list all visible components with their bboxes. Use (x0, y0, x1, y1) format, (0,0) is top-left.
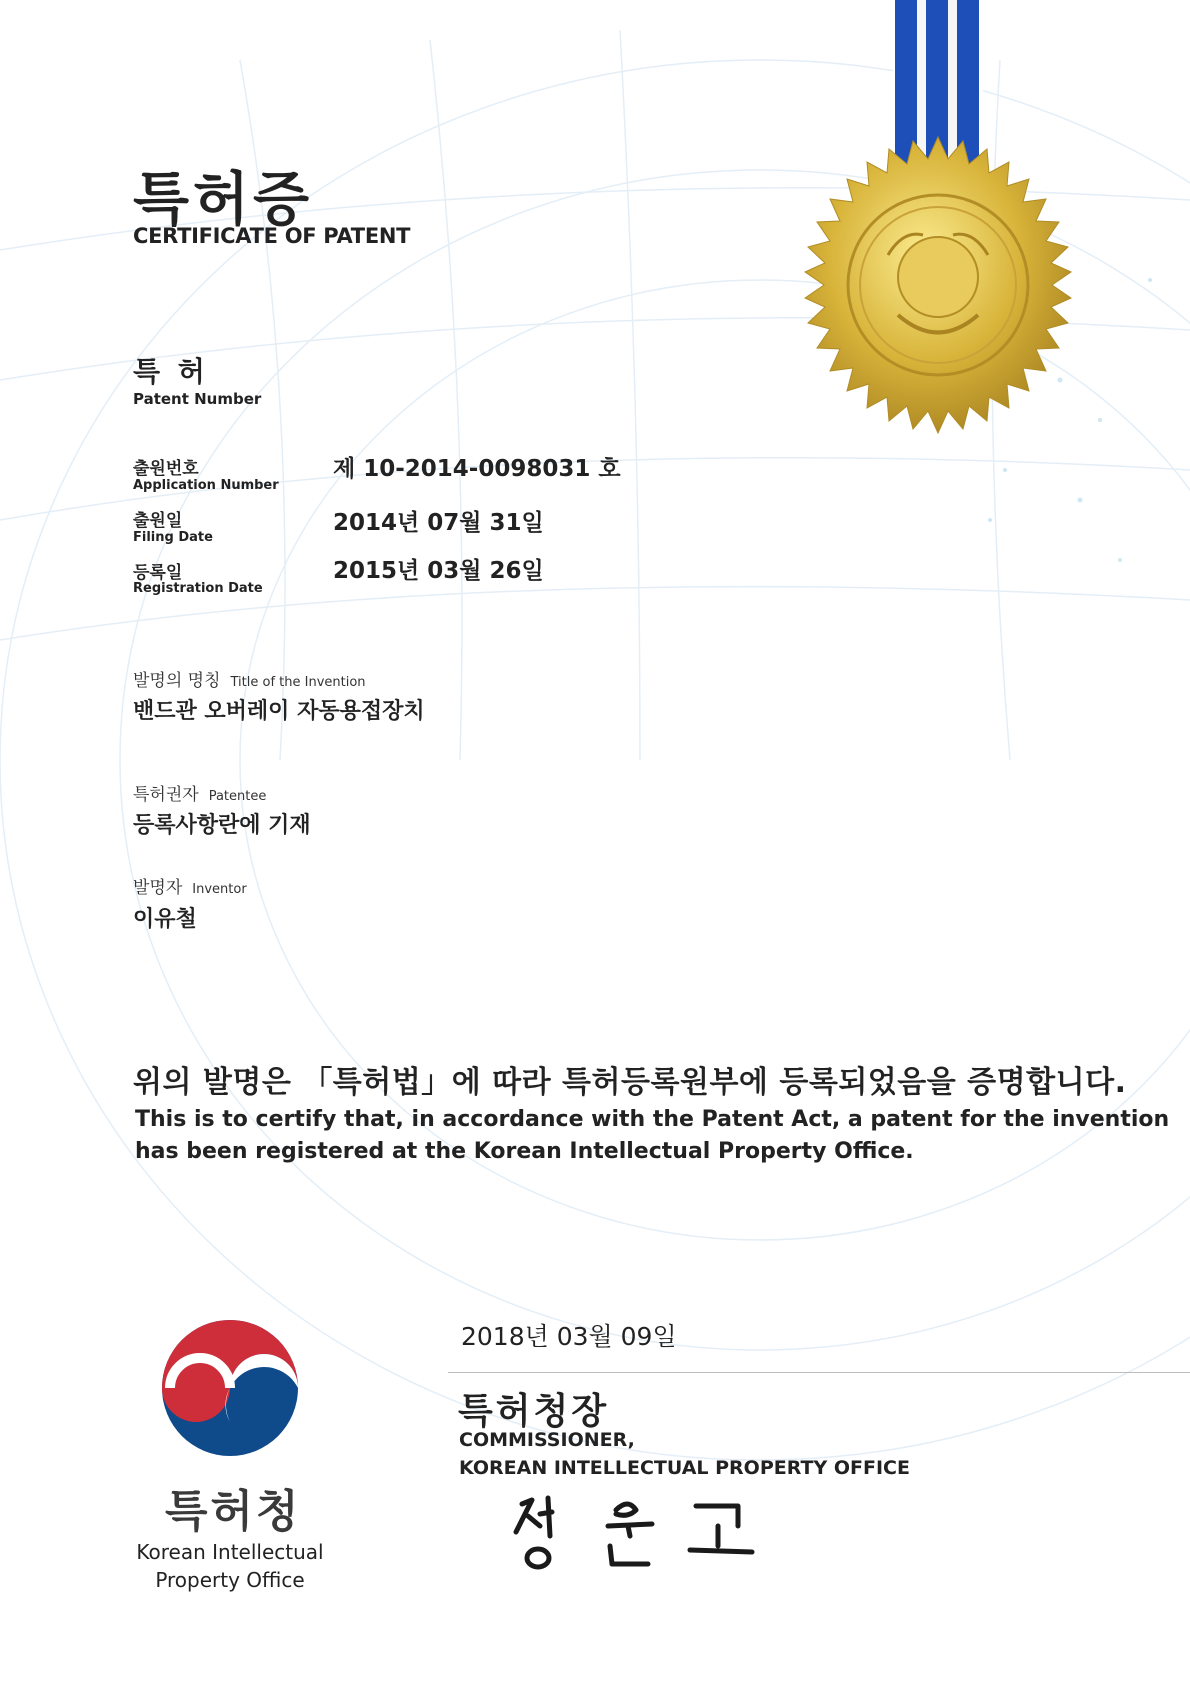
kipo-logo-icon (160, 1318, 300, 1458)
office-name-english-line2: Property Office (155, 1568, 305, 1592)
patentee-label-korean: 특허권자 (133, 785, 199, 805)
issue-date: 2018년 03월 09일 (461, 1322, 677, 1351)
inventor-label-english: Inventor (192, 882, 247, 897)
commissioner-title-english-line1: COMMISSIONER, (459, 1429, 635, 1451)
patent-number-label-korean: 특 허 (133, 355, 209, 388)
inventor-value: 이유철 (133, 907, 197, 932)
filing-date-label-korean: 출원일 (133, 511, 183, 531)
certification-statement-english-line2: has been registered at the Korean Intellectual Property Office. (135, 1139, 914, 1164)
certificate-title-english: CERTIFICATE OF PATENT (133, 224, 411, 248)
certification-statement-korean: 위의 발명은 「특허법」에 따라 특허등록원부에 등록되었음을 증명합니다. (133, 1065, 1127, 1100)
certification-statement-english-line1: This is to certify that, in accordance with the Patent Act, a patent for the invention (135, 1107, 1170, 1132)
invention-title-value: 밴드관 오버레이 자동용접장치 (133, 699, 425, 724)
commissioner-title-korean: 특허청장 (458, 1391, 610, 1432)
patentee-value: 등록사항란에 기재 (133, 813, 311, 838)
registration-date-label-korean: 등록일 (133, 563, 183, 583)
patent-number-label-english: Patent Number (133, 390, 262, 408)
commissioner-signature (500, 1490, 790, 1580)
application-number-label-english: Application Number (133, 478, 279, 493)
invention-title-label (133, 666, 366, 691)
registration-date-label-english: Registration Date (133, 581, 263, 596)
application-number-label-korean: 출원번호 (133, 459, 199, 479)
office-name-korean: 특허청 (165, 1486, 302, 1537)
commissioner-title-english-line2: KOREAN INTELLECTUAL PROPERTY OFFICE (459, 1457, 910, 1479)
divider-line (448, 1372, 1190, 1373)
filing-date-label-english: Filing Date (133, 530, 213, 545)
application-number-value: 제 10-2014-0098031 호 (333, 456, 621, 482)
inventor-label (133, 873, 247, 898)
invention-title-label-english: Title of the Invention (230, 675, 366, 690)
patentee-label-english: Patentee (208, 789, 267, 804)
patentee-label (133, 780, 266, 805)
filing-date-value: 2014년 07월 31일 (333, 510, 544, 536)
certificate-title-korean: 특허증 (133, 165, 314, 233)
inventor-label-korean: 발명자 (133, 878, 183, 898)
invention-title-label-korean: 발명의 명칭 (133, 671, 221, 691)
gold-seal-icon (788, 135, 1088, 435)
registration-date-value: 2015년 03월 26일 (333, 558, 544, 584)
office-name-english-line1: Korean Intellectual (136, 1540, 324, 1564)
